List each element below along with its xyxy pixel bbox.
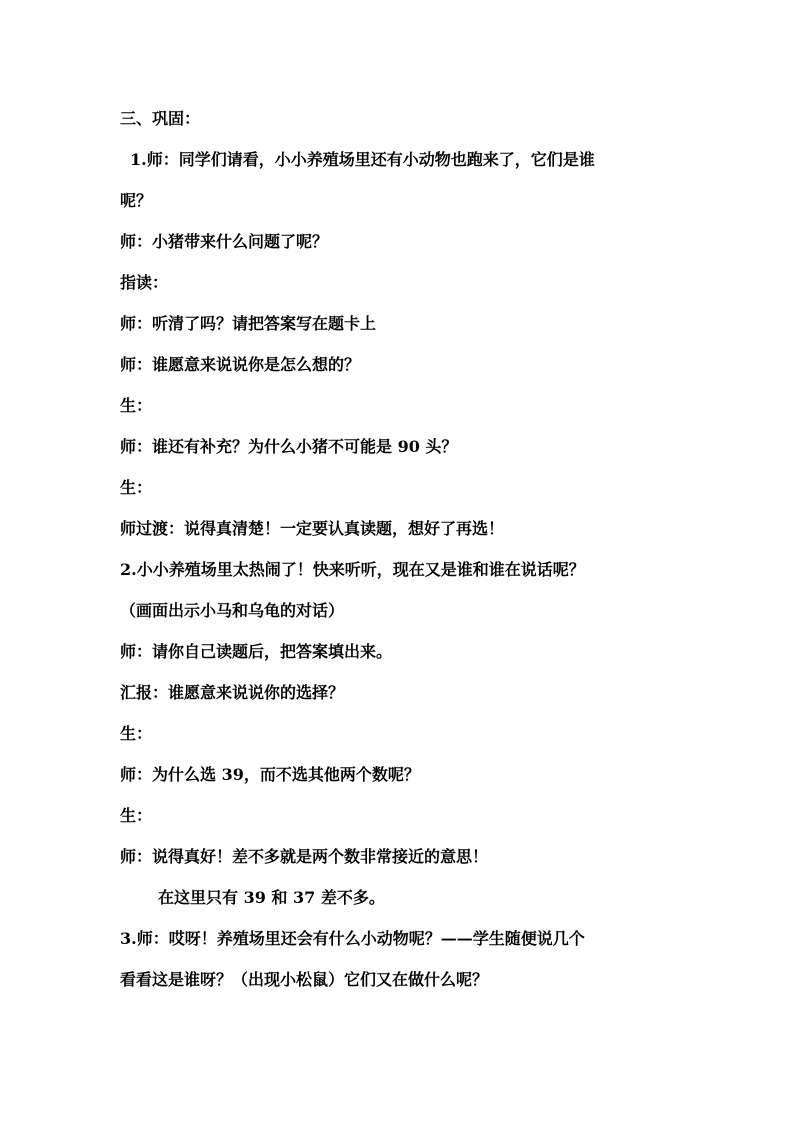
section-heading: 三、巩固： [120,109,201,128]
paragraph-line: 汇报：谁愿意来说说你的选择？ [120,683,345,702]
paragraph-line: 呢？ [120,191,153,210]
paragraph-line: 2.小小养殖场里太热闹了！快来听听，现在又是谁和谁在说话呢？ [120,560,585,579]
paragraph-line: 师：听清了吗？请把答案写在题卡上 [120,314,377,333]
paragraph-line: 指读： [120,273,169,292]
paragraph-line: 师过渡：说得真清楚！一定要认真读题，想好了再选！ [120,519,505,538]
paragraph-line: （画面出示小马和乌龟的对话） [120,601,345,620]
paragraph-line: 生： [120,478,153,497]
paragraph-line: 师：谁还有补充？为什么小猪不可能是 90 头？ [120,437,458,456]
paragraph-line: 师：请你自己读题后，把答案填出来。 [120,642,393,661]
paragraph-line: 师：为什么选 39，而不选其他两个数呢？ [120,765,420,784]
paragraph-line: 在这里只有 39 和 37 差不多。 [158,888,385,907]
paragraph-line: 1.师：同学们请看，小小养殖场里还有小动物也跑来了，它们是谁 [130,150,595,169]
paragraph-line: 生： [120,806,153,825]
paragraph-line: 生： [120,724,153,743]
paragraph-line: 生： [120,396,153,415]
paragraph-line: 师：说得真好！差不多就是两个数非常接近的意思！ [120,847,489,866]
paragraph-line: 3.师：哎呀！养殖场里还会有什么小动物呢？——学生随便说几个 [120,929,585,948]
paragraph-line: 师：谁愿意来说说你是怎么想的？ [120,355,361,374]
paragraph-line: 师：小猪带来什么问题了呢？ [120,232,329,251]
paragraph-line: 看看这是谁呀？（出现小松鼠）它们又在做什么呢？ [120,970,489,989]
